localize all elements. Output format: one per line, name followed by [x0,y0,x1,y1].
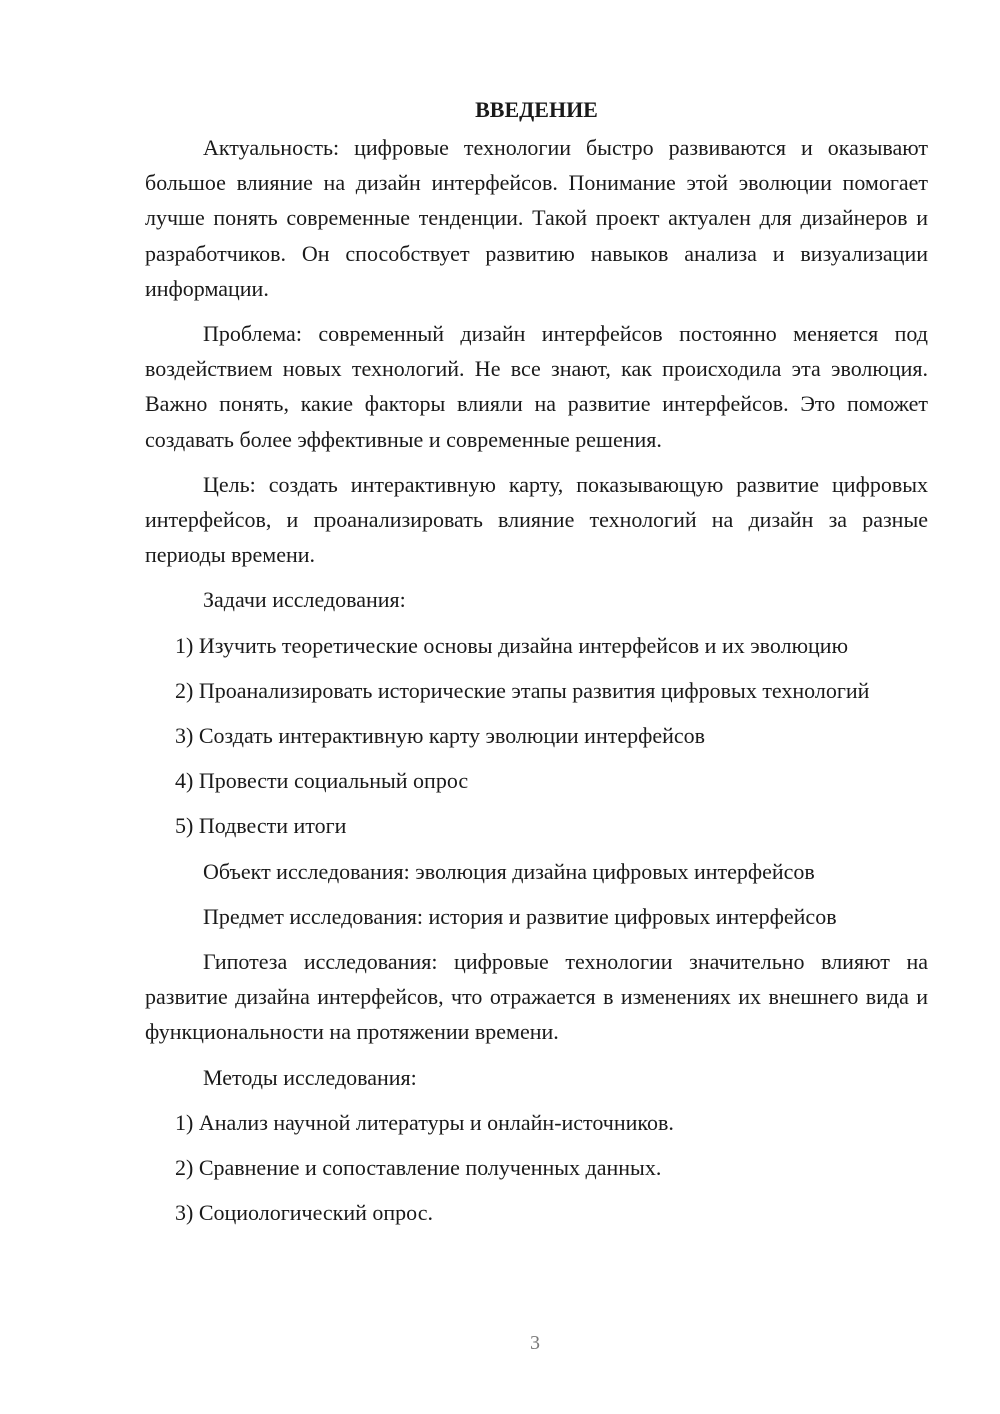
methods-heading: Методы исследования: [203,1064,417,1090]
task-item-4: 4) Провести социальный опрос [175,768,469,794]
goal-paragraph: Цель: создать интерактивную карту, показывающую развитие цифровых интерфейсов, и проанализировать влияние технологий на дизайн за разные периоды времени. [145,471,928,568]
tasks-heading: Задачи исследования: [203,587,406,613]
task-item-2: 2) Проанализировать исторические этапы развития цифровых технологий [175,677,870,703]
page-number: 3 [530,1332,540,1354]
relevance-paragraph: Актуальность: цифровые технологии быстро развиваются и оказывают большое влияние на дизайн интерфейсов. Понимание этой эволюции помогает лучше понять современные тенденции. Такой проект актуален для дизайнеров и разработчиков. Он способствует развитию навыков анализа и визуализации информации. [145,135,928,301]
method-item-1: 1) Анализ научной литературы и онлайн-источников. [175,1109,674,1135]
hypothesis-paragraph: Гипотеза исследования: цифровые технологии значительно влияют на развитие дизайна интерфейсов, что отражается в изменениях их внешнего вида и функциональности на протяжении времени. [145,949,928,1045]
page-title: ВВЕДЕНИЕ [475,97,598,122]
method-item-3: 3) Социологический опрос. [175,1200,433,1226]
task-item-3: 3) Создать интерактивную карту эволюции интерфейсов [175,723,706,749]
task-item-5: 5) Подвести итоги [175,813,347,839]
problem-paragraph: Проблема: современный дизайн интерфейсов постоянно меняется под воздействием новых технологий. Не все знают, как происходила эта эволюция. Важно понять, какие факторы влияли на развитие интерфейсов. Это поможет создавать более эффективные и современные решения. [145,321,928,452]
page-content [145,92,928,1240]
task-item-1: 1) Изучить теоретические основы дизайна интерфейсов и их эволюцию [175,632,849,658]
method-item-2: 2) Сравнение и сопоставление полученных данных. [175,1155,662,1181]
research-subject: Предмет исследования: история и развитие цифровых интерфейсов [203,903,837,929]
research-object: Объект исследования: эволюция дизайна цифровых интерфейсов [203,858,815,884]
